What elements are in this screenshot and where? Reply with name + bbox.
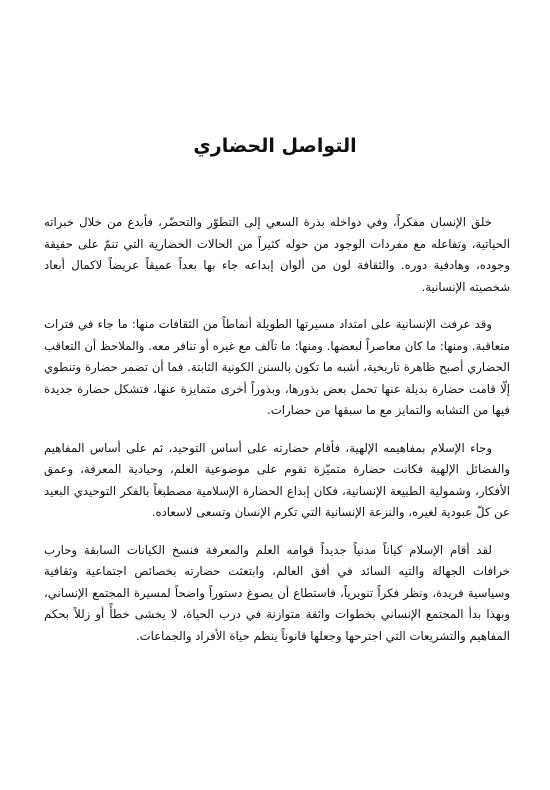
paragraph-2: وقد عرفت الإنسانية على امتداد مسيرتها الطويلة أنماطاً من الثقافات منها: ما جاء في فترات متعاقبة. ومنها: ما كان معاصراً لبعضها. ومنها: ما تآلف مع غيره أو تنافر معه. والملاحظ أن التعاقب الحضاري أصبح ظاهرة تاريخية، أشبه ما تكون بالسنن الكونية الثابتة. فما أن تضمر حضارة وتنطوي إلّا قامت حضارة بديلة عنها تحمل بعض بذورها، وبذوراً أخرى متمايزة عنها، فتشكل حضارة جديدة فيها من التشابه والتمايز مع ما سبقها من حضارات. <box>44 317 510 417</box>
paragraph-3: وجاء الإسلام بمفاهيمه الإلهية، فأقام حضارته على أساس التوحيد، ثم على أساس المفاهيم والفضائل الإلهية فكانت حضارة متميّزة تقوم على موضوعية العلم، وحيادية المعرفة، وعمق الأفكار، وشمولية الطبيعة الإنسانية، فكان إبداع الحضارة الإسلامية مصطبغاً بالفكر التوحيدي البعيد عن كلّ عبودية لغيره، والنزعة الإنسانية التي تكرم الإنسان وتسعى لاسعاده. <box>44 440 510 519</box>
page-title: التواصل الحضاري <box>193 134 357 157</box>
paragraph-4: لقد أقام الإسلام كياناً مدنياً جديداً قوامه العلم والمعرفة فنسخ الكيانات السابقة وحارب خرافات الجهالة والتيه السائد في أفق العالم، وابتعثت حضارته بخصائص اجتماعية وثقافية وسياسية فريدة، ونظر فكراً تنويرياً، فاستطاع أن يصوغ دستوراً واضحاً لمسيرة المجتمع الإنساني، وبهذا بدأ المجتمع الإنساني بخطوات واثقة متوازنة في درب الحياة، لا يخشى خطأً أو زللاً بحكم المفاهيم والتشريعات التي اجترحها وجعلها قانوناً ينظم حياة الأفراد والجماعات. <box>44 542 510 643</box>
paragraph-1: خلق الإنسان مفكراً، وفي دواخله بذرة السعي إلى التطوّر والتحضّر، فأبدع من خلال خبراته الحياتية، وتفاعله مع مفردات الوجود من حوله كثيراً من الحالات الحضارية التي تنمّ على حقيقة وجوده، وهادفية دوره. والثقافة لون من ألوان إبداعه جاء بها بعداً عميقاً عريضاً لاكمال أبعاد شخصيته الإنسانية. <box>44 215 510 294</box>
body-text <box>44 212 510 663</box>
